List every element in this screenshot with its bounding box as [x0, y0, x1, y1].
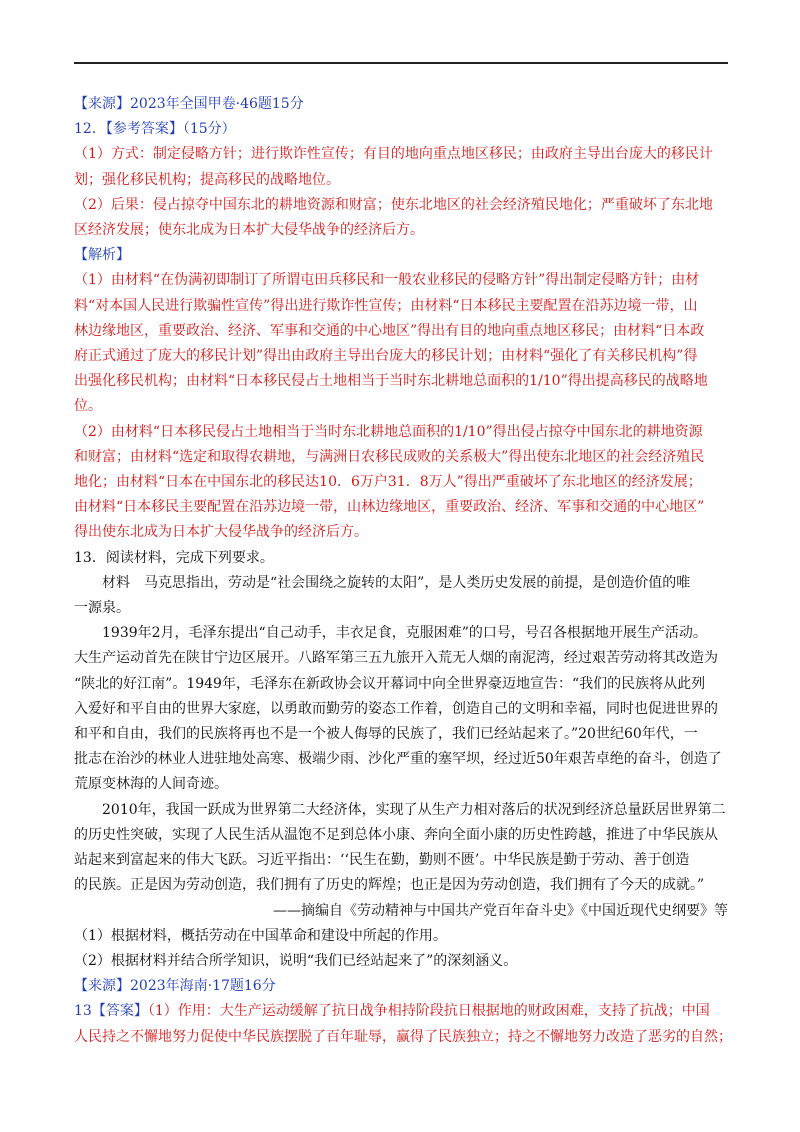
q13-material-line: 的历史性突破，实现了人民生活从温饱不足到总体小康、奔向全面小康的历史性跨越，推进了中华民族从: [74, 826, 718, 843]
q13-material-line: 材料 马克思指出，劳动是“社会围绕之旋转的太阳”，是人类历史发展的前提，是创造价值的唯: [102, 574, 691, 591]
q12-analysis-line: 林边缘地区，重要政治、经济、军事和交通的中心地区”得出有目的地向重点地区移民；由材料“日本政: [74, 322, 705, 339]
q12-answer-line: （2）后果：侵占掠夺中国东北的耕地资源和财富；使东北地区的社会经济殖民地化；严重破坏了东北地: [74, 196, 713, 213]
q13-material-line: 批志在治沙的林业人进驻地处高寒、极端少雨、沙化严重的塞罕坝，经过近50年艰苦卓绝的奋斗，创造了: [74, 751, 722, 768]
q13-material-line: “陕北的好江南”。1949年，毛泽东在新政协会议开幕词中向全世界豪迈地宣告：“我们的民族将从此列: [74, 675, 706, 692]
q12-analysis-line: （1）由材料“在伪满初即制订了所谓屯田兵移民和一般农业移民的侵略方针”得出制定侵略方针；由材: [74, 272, 700, 289]
q13-material-line: 和平和自由，我们的民族将再也不是一个被人侮辱的民族了，我们已经站起来了。”20世纪60年代，一: [74, 726, 698, 743]
q12-answer-line: （1）方式：制定侵略方针；进行欺诈性宣传；有目的地向重点地区移民；由政府主导出台庞大的移民计: [74, 146, 713, 163]
header-rule: [74, 62, 728, 64]
source-label: 【来源】2023年海南·17题16分: [74, 978, 276, 995]
q13-answer-line: 人民持之不懈地努力促使中华民族摆脱了百年耻辱，赢得了民族独立；持之不懈地努力改造了恶劣的自然；: [74, 1028, 732, 1045]
q12-analysis-line: 料“对本国人民进行欺骗性宣传”得出进行欺诈性宣传；由材料“日本移民主要配置在沿苏边境一带，山: [74, 297, 698, 314]
q13-prompt: 13．阅读材料，完成下列要求。: [74, 549, 274, 566]
q12-answer-line: 划；强化移民机构；提高移民的战略地位。: [74, 171, 340, 188]
q12-analysis-line: 地化；由材料“日本在中国东北的移民达10．6万户31．8万人”得出严重破坏了东北地区的经济发展；: [74, 474, 702, 491]
q12-analysis-label: 【解析】: [74, 247, 130, 264]
q12-analysis-line: 得出使东北成为日本扩大侵华战争的经济后方。: [74, 524, 368, 541]
q12-analysis-line: 位。: [74, 398, 102, 415]
q12-answer-heading: 12．【参考答案】（15分）: [74, 121, 236, 138]
q12-analysis-line: 府正式通过了庞大的移民计划”得出由政府主导出台庞大的移民计划；由材料“强化了有关移民机构”得: [74, 348, 698, 365]
q13-answer-label: 13【答案】: [74, 1003, 148, 1020]
q12-analysis-line: 由材料“日本移民主要配置在沿苏边境一带，山林边缘地区，重要政治、经济、军事和交通的中心地区”: [74, 499, 705, 516]
q13-answer-text: （1）作用：大生产运动缓解了抗日战争相持阶段抗日根据地的财政困难，支持了抗战；中国: [147, 1003, 710, 1020]
q13-question: （2）根据材料并结合所学知识，说明“我们已经站起来了”的深刻涵义。: [74, 952, 518, 969]
q13-answer-line-1: [74, 999, 728, 1024]
q13-material-line: 2010年，我国一跃成为世界第二大经济体，实现了从生产力相对落后的状况到经济总量跃居世界第二: [102, 801, 726, 818]
page-content: [74, 92, 732, 1050]
q12-analysis-line: 出强化移民机构；由材料“日本移民侵占土地相当于当时东北耕地总面积的1/10”得出提高移民的战略地: [74, 373, 708, 390]
q13-question: （1）根据材料，概括劳动在中国革命和建设中所起的作用。: [74, 927, 447, 944]
q13-citation: ——摘编自《劳动精神与中国共产党百年奋斗史》《中国近现代史纲要》等: [273, 902, 728, 919]
q13-material-line: 大生产运动首先在陕甘宁边区展开。八路军第三五九旅开入荒无人烟的南泥湾，经过艰苦劳动将其改造为: [74, 650, 718, 667]
q12-analysis-line: （2）由材料“日本移民侵占土地相当于当时东北耕地总面积的1/10”得出侵占掠夺中国东北的耕地资源: [74, 423, 703, 440]
q12-analysis-line: 和财富；由材料“选定和取得农耕地，与满洲日农移民成败的关系极大”得出使东北地区的社会经济殖民: [74, 448, 705, 465]
q12-answer-line: 区经济发展；使东北成为日本扩大侵华战争的经济后方。: [74, 222, 424, 239]
q13-material-line: 的民族。正是因为劳动创造，我们拥有了历史的辉煌；也正是因为劳动创造，我们拥有了今天的成就。”: [74, 877, 705, 894]
q13-material-line: 站起来到富起来的伟大飞跃。习近平指出：‘‘民生在勤，勤则不匮’。中华民族是勤于劳动、善于创造: [74, 852, 690, 869]
q13-material-line: 荒原变林海的人间奇迹。: [74, 776, 228, 793]
q13-material-line: 1939年2月，毛泽东提出“自己动手，丰衣足食，克服困难”的口号，号召各根据地开展生产活动。: [102, 625, 707, 642]
q13-material-line: 一源泉。: [74, 600, 130, 617]
source-label: 【来源】2023年全国甲卷·46题15分: [74, 96, 304, 112]
q13-material-line: 入爱好和平自由的世界大家庭，以勇敢而勤劳的姿态工作着，创造自己的文明和幸福，同时也促进世界的: [74, 700, 718, 717]
